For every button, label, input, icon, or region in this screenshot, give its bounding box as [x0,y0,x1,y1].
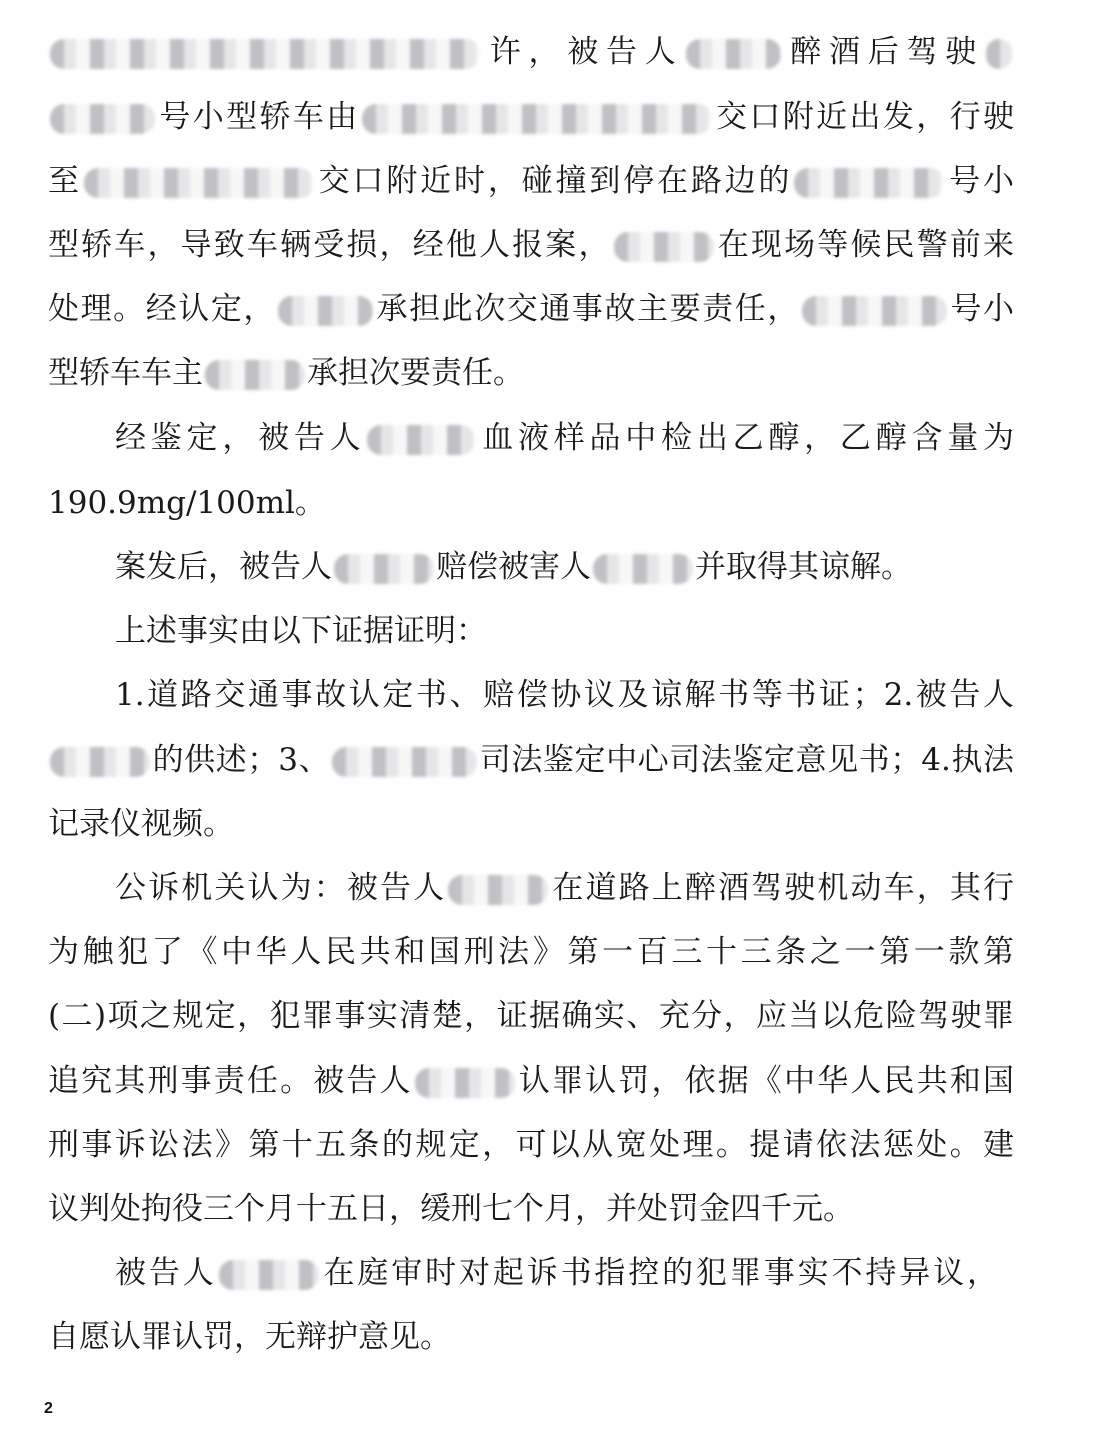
text-segment: 型轿车，导致车辆受损，经他人报案， [48,227,612,263]
redacted-text [593,554,693,584]
paragraph-line [48,1305,1014,1369]
paragraph-line [48,984,1014,1048]
paragraph-line [48,920,1014,984]
text-segment: 型轿车车主 [48,355,203,391]
text-segment: 公诉机关认为：被告人 [115,870,447,906]
text-segment: 刑事诉讼法》第十五条的规定，可以从宽处理。提请依法惩处。建 [48,1127,1014,1163]
text-segment: 交口附近出发，行驶 [713,99,1014,135]
text-segment: 上述事实由以下证据证明： [115,613,487,649]
paragraph-line [115,535,1014,599]
text-segment: 许，被告人 [482,34,684,70]
paragraph-line [48,341,1014,405]
text-segment: 承担此次交通事故主要责任， [374,291,800,327]
paragraph-line [48,471,1014,535]
redacted-text [50,39,480,69]
paragraph-line [48,85,1014,149]
paragraph-line [48,1049,1014,1113]
text-segment: 血液样品中检出乙醇，乙醇含量为 [477,420,1015,456]
text-segment: 为触犯了《中华人民共和国刑法》第一百三十三条之一第一款第 [48,934,1014,970]
paragraph-line [48,20,1014,84]
paragraph-line [48,728,1014,792]
paragraph-line [115,856,1014,920]
text-segment: 醉酒后驾驶 [782,34,984,70]
redacted-text [448,875,548,905]
redacted-text [84,168,314,198]
redacted-text [205,360,305,390]
text-segment: 在道路上醉酒驾驶机动车，其行 [550,870,1014,906]
text-segment: (二)项之规定，犯罪事实清楚，证据确实、充分，应当以危险驾驶罪 [48,998,1014,1034]
text-segment: 号小 [946,163,1015,199]
text-segment: 在现场等候民警前来 [715,227,1015,263]
redacted-text [986,39,1012,69]
text-segment: 号小 [948,291,1015,327]
redacted-text [415,1068,515,1098]
paragraph-line [115,1241,998,1305]
text-segment: 赔偿被害人 [436,549,591,585]
redacted-text [50,747,150,777]
redacted-text [334,554,434,584]
redacted-text [367,425,475,455]
paragraph-line [115,663,1014,727]
redacted-text [794,168,944,198]
text-segment: 议判处拘役三个月十五日，缓刑七个月，并处罚金四千元。 [48,1191,854,1227]
paragraph-line [48,149,1014,213]
page-number: 2 [44,1400,53,1417]
text-segment: 记录仪视频。 [48,806,234,842]
redacted-text [686,39,781,69]
text-segment: 承担次要责任。 [307,355,524,391]
text-segment: 在庭审时对起诉书指控的犯罪事实不持异议， [320,1255,998,1291]
paragraph-line [48,792,1014,856]
text-segment: 案发后，被告人 [115,549,332,585]
text-segment: 交口附近时，碰撞到停在路边的 [315,163,793,199]
text-segment: 1.道路交通事故认定书、赔偿协议及谅解书等书证；2.被告人 [115,677,1014,713]
text-segment: 处理。经认定， [48,291,276,327]
text-segment: 司法鉴定中心司法鉴定意见书；4.执法 [479,742,1014,778]
paragraph-line [48,1177,1014,1241]
text-segment: 被告人 [115,1255,217,1291]
redacted-text [332,747,477,777]
text-segment: 的供述；3、 [152,742,331,778]
text-segment: 经鉴定，被告人 [115,420,366,456]
text-segment: 自愿认罪认罚，无辩护意见。 [48,1319,451,1355]
redacted-text [278,296,373,326]
paragraph-line [48,213,1014,277]
redacted-text [50,104,155,134]
redacted-text [362,104,712,134]
paragraph-line [115,599,1014,663]
paragraph-line [115,406,1014,470]
redacted-text [802,296,947,326]
text-segment: 认罪认罚，依据《中华人民共和国 [516,1063,1015,1099]
text-segment: 号小型轿车由 [157,99,360,135]
text-segment: 追究其刑事责任。被告人 [48,1063,413,1099]
redacted-text [614,232,714,262]
text-segment: 并取得其谅解。 [695,549,912,585]
text-segment: 至 [48,163,82,199]
paragraph-line [48,277,1014,341]
text-segment: 190.9mg/100ml。 [48,485,326,521]
redacted-text [219,1260,319,1290]
paragraph-line [48,1113,1014,1177]
